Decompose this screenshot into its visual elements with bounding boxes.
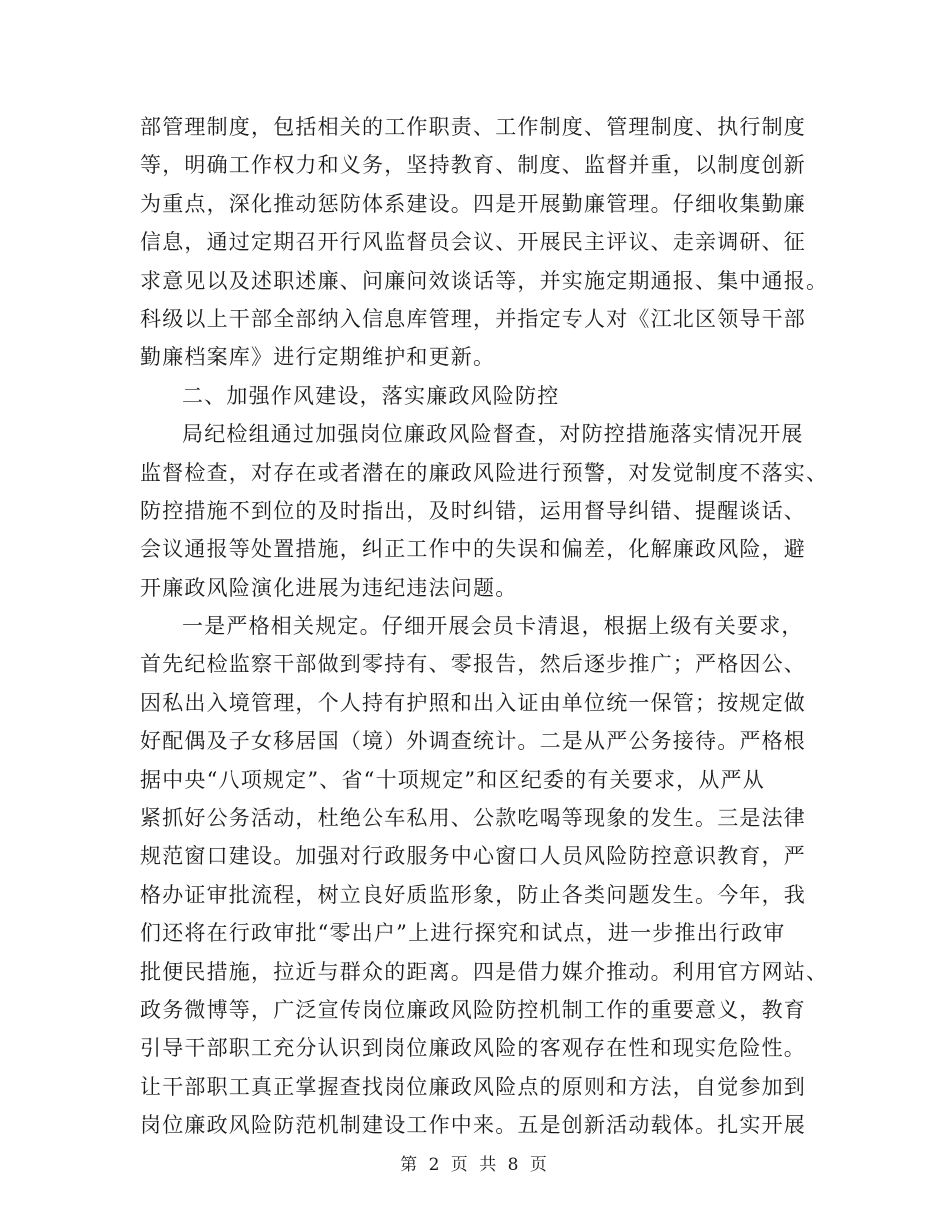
text-line: 一是严格相关规定。仔细开展会员卡清退，根据上级有关要求， [182, 614, 804, 639]
text-line: 据中央“八项规定”、省“十项规定”和区纪委的有关要求，从严从 [140, 767, 765, 792]
text-line: 监督检查，对存在或者潜在的廉政风险进行预警，对发觉制度不落实、 [140, 460, 829, 485]
text-line: 勤廉档案库》进行定期维护和更新。 [140, 345, 496, 370]
text-line: 引导干部职工充分认识到岗位廉政风险的客观存在性和现实危险性。 [140, 1036, 806, 1061]
document-body [140, 108, 829, 1145]
text-line: 规范窗口建设。加强对行政服务中心窗口人员风险防控意识教育，严 [140, 844, 806, 869]
text-line: 格办证审批流程，树立良好质监形象，防止各类问题发生。今年，我 [140, 882, 806, 907]
text-line: 为重点，深化推动惩防体系建设。四是开展勤廉管理。仔细收集勤廉 [140, 191, 806, 216]
text-line: 让干部职工真正掌握查找岗位廉政风险点的原则和方法，自觉参加到 [140, 1074, 806, 1099]
text-line: 首先纪检监察干部做到零持有、零报告，然后逐步推广；严格因公、 [140, 652, 806, 677]
text-line: 求意见以及述职述廉、问廉问效谈话等，并实施定期通报、集中通报。 [140, 268, 829, 293]
text-line: 信息，通过定期召开行风监督员会议、开展民主评议、走亲调研、征 [140, 230, 806, 255]
text-line: 等，明确工作权力和义务，坚持教育、制度、监督并重，以制度创新 [140, 153, 806, 178]
page-number-footer: 第 2 页 共 8 页 [400, 1155, 550, 1175]
text-line: 部管理制度，包括相关的工作职责、工作制度、管理制度、执行制度 [140, 115, 806, 139]
section-heading: 二、加强作风建设，落实廉政风险防控 [182, 383, 560, 408]
text-line: 因私出入境管理，个人持有护照和出入证由单位统一保管；按规定做 [140, 690, 806, 715]
text-line: 岗位廉政风险防范机制建设工作中来。五是创新活动载体。扎实开展 [140, 1113, 806, 1138]
text-line: 批便民措施，拉近与群众的距离。四是借力媒介推动。利用官方网站、 [140, 959, 829, 984]
text-line: 紧抓好公务活动，杜绝公车私用、公款吃喝等现象的发生。三是法律 [140, 806, 806, 831]
text-line: 们还将在行政审批“零出户”上进行探究和试点，进一步推出行政审 [140, 921, 786, 946]
text-line: 开廉政风险演化进展为违纪违法问题。 [140, 575, 518, 600]
text-line: 政务微博等，广泛宣传岗位廉政风险防控机制工作的重要意义，教育 [140, 997, 806, 1022]
text-line: 防控措施不到位的及时指出，及时纠错，运用督导纠错、提醒谈话、 [140, 498, 806, 523]
text-line: 科级以上干部全部纳入信息库管理，并指定专人对《江北区领导干部 [140, 306, 806, 331]
text-line: 好配偶及子女移居国（境）外调查统计。二是从严公务接待。严格根 [140, 729, 806, 754]
text-line: 会议通报等处置措施，纠正工作中的失误和偏差，化解廉政风险，避 [140, 537, 806, 562]
text-line: 局纪检组通过加强岗位廉政风险督查，对防控措施落实情况开展 [182, 422, 804, 447]
